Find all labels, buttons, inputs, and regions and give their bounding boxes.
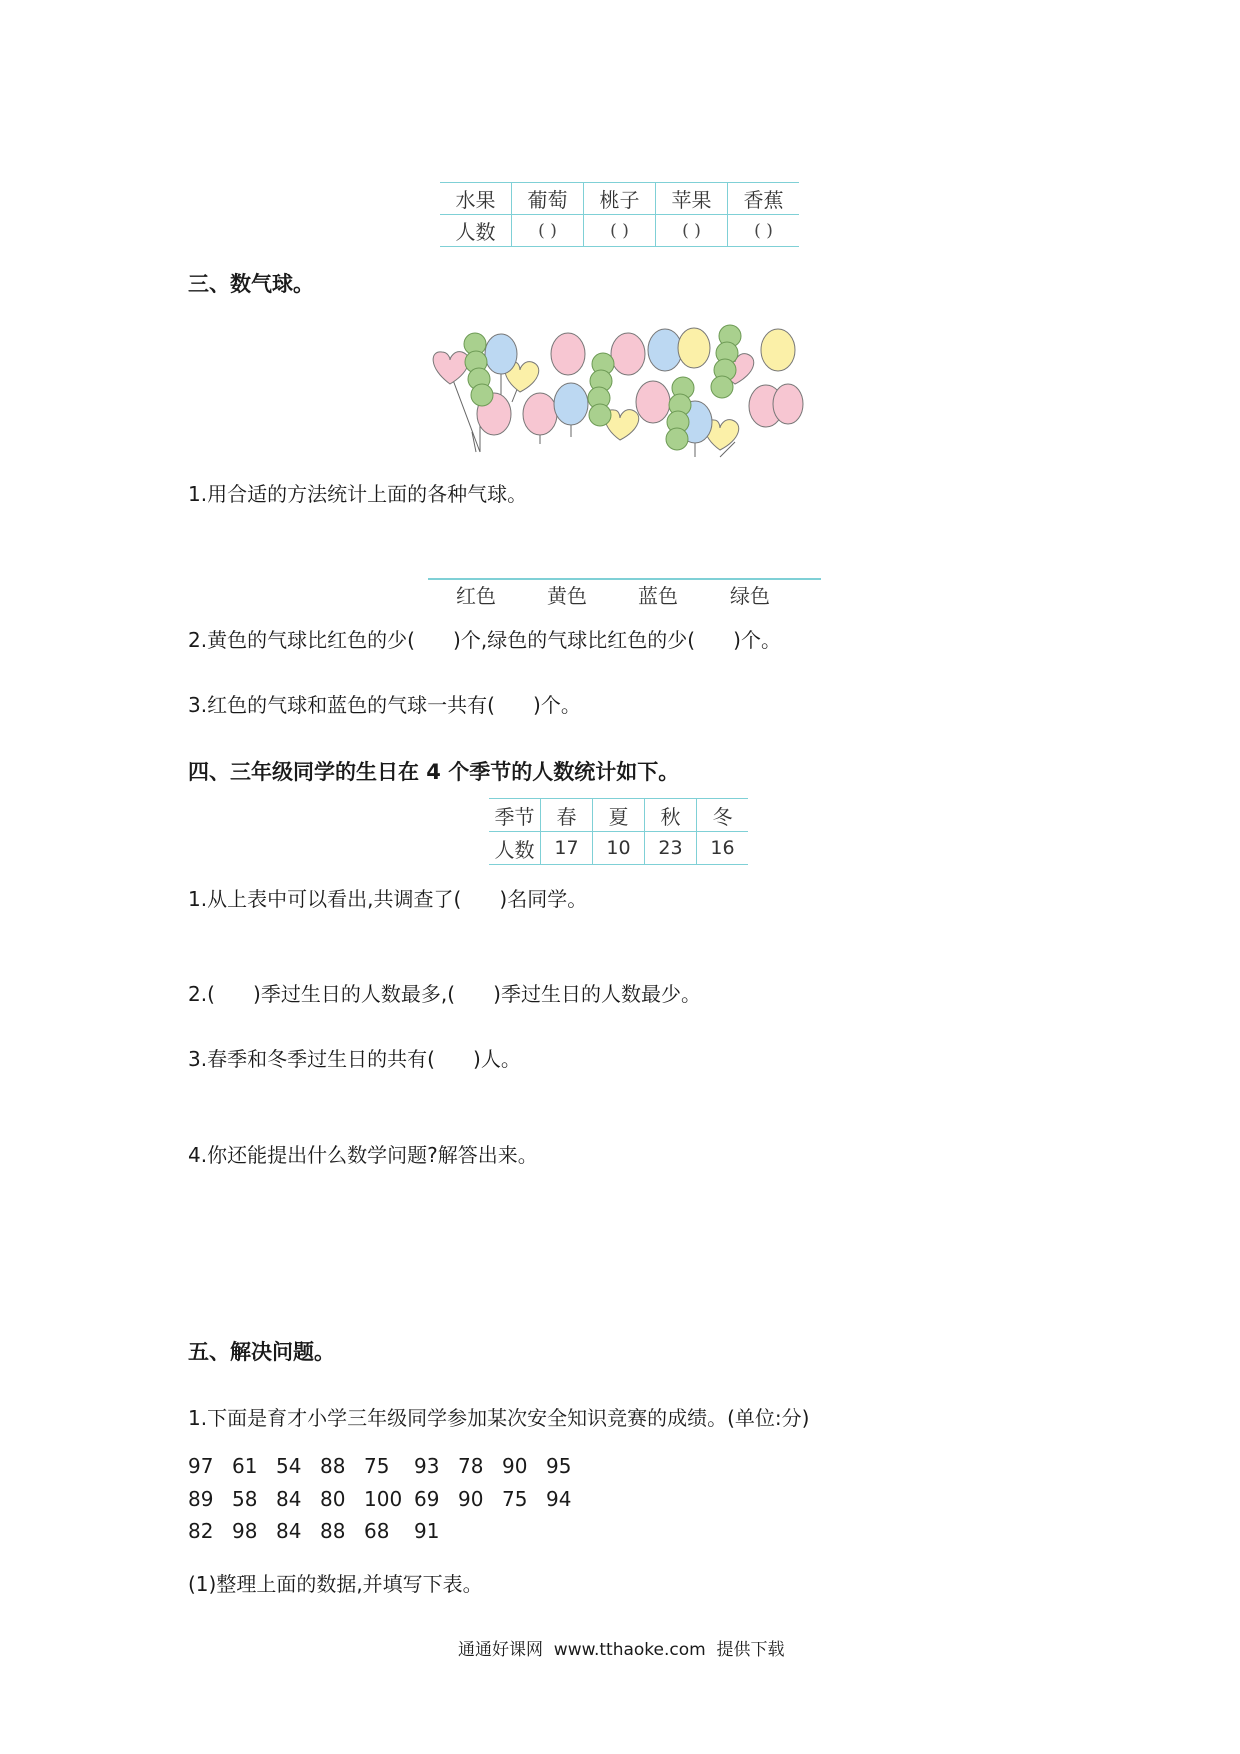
round-balloon-icon bbox=[554, 383, 588, 425]
heart-balloon-icon bbox=[433, 352, 469, 384]
score-value: 69 bbox=[414, 1487, 440, 1511]
balloons-illustration bbox=[420, 322, 820, 462]
section4-q2: 2.( )季过生日的人数最多,( )季过生日的人数最少。 bbox=[188, 982, 701, 1006]
score-value: 100 bbox=[364, 1487, 403, 1511]
color-label-yellow: 黄色 bbox=[547, 584, 587, 608]
score-value: 75 bbox=[502, 1487, 528, 1511]
score-value: 95 bbox=[546, 1454, 572, 1478]
color-label-green: 绿色 bbox=[730, 584, 770, 608]
season-table-count-row bbox=[489, 832, 748, 865]
season-count: 23 bbox=[645, 832, 697, 865]
section4-title: 四、三年级同学的生日在 4 个季节的人数统计如下。 bbox=[188, 760, 680, 784]
round-balloon-icon bbox=[485, 334, 517, 374]
season-row-label: 人数 bbox=[489, 832, 541, 865]
season-count: 10 bbox=[593, 832, 645, 865]
color-label-blue: 蓝色 bbox=[638, 584, 678, 608]
score-value: 68 bbox=[364, 1519, 390, 1543]
season-count: 17 bbox=[541, 832, 593, 865]
fruit-header: 水果 bbox=[440, 183, 512, 215]
score-value: 84 bbox=[276, 1487, 302, 1511]
fruit-header: 香蕉 bbox=[728, 183, 800, 215]
score-value: 89 bbox=[188, 1487, 214, 1511]
fruit-blank[interactable]: ( ) bbox=[584, 215, 656, 247]
score-value: 61 bbox=[232, 1454, 258, 1478]
section3-q1: 1.用合适的方法统计上面的各种气球。 bbox=[188, 482, 528, 506]
section5-title: 五、解决问题。 bbox=[188, 1340, 335, 1364]
season-table-header-row bbox=[489, 799, 748, 832]
round-balloon-icon bbox=[611, 333, 645, 375]
score-value: 90 bbox=[458, 1487, 484, 1511]
round-balloon-icon bbox=[648, 329, 682, 371]
score-value: 98 bbox=[232, 1519, 258, 1543]
score-value: 91 bbox=[414, 1519, 440, 1543]
score-value: 58 bbox=[232, 1487, 258, 1511]
season-header: 冬 bbox=[697, 799, 749, 832]
round-balloon-icon bbox=[636, 381, 670, 423]
score-value: 75 bbox=[364, 1454, 390, 1478]
season-header: 秋 bbox=[645, 799, 697, 832]
score-value: 84 bbox=[276, 1519, 302, 1543]
score-value: 93 bbox=[414, 1454, 440, 1478]
section3-title: 三、数气球。 bbox=[188, 272, 314, 296]
round-balloon-icon bbox=[523, 393, 557, 435]
color-label-red: 红色 bbox=[456, 584, 496, 608]
score-value: 54 bbox=[276, 1454, 302, 1478]
section4-q4: 4.你还能提出什么数学问题?解答出来。 bbox=[188, 1143, 538, 1167]
scores-row bbox=[188, 1487, 590, 1511]
season-header: 夏 bbox=[593, 799, 645, 832]
section5-q1: 1.下面是育才小学三年级同学参加某次安全知识竞赛的成绩。(单位:分) bbox=[188, 1406, 810, 1430]
score-value: 82 bbox=[188, 1519, 214, 1543]
season-header: 季节 bbox=[489, 799, 541, 832]
round-balloon-icon bbox=[761, 329, 795, 371]
scores-row bbox=[188, 1454, 590, 1478]
fruit-blank[interactable]: ( ) bbox=[656, 215, 728, 247]
scores-row bbox=[188, 1519, 458, 1543]
fruit-header: 桃子 bbox=[584, 183, 656, 215]
score-value: 78 bbox=[458, 1454, 484, 1478]
score-value: 80 bbox=[320, 1487, 346, 1511]
season-header: 春 bbox=[541, 799, 593, 832]
fruit-header: 苹果 bbox=[656, 183, 728, 215]
section4-q1: 1.从上表中可以看出,共调查了( )名同学。 bbox=[188, 887, 588, 911]
fruit-table bbox=[440, 182, 799, 247]
season-table bbox=[489, 798, 748, 865]
season-count: 16 bbox=[697, 832, 749, 865]
round-balloon-icon bbox=[551, 333, 585, 375]
section5-sub1: (1)整理上面的数据,并填写下表。 bbox=[188, 1572, 483, 1596]
section3-q3: 3.红色的气球和蓝色的气球一共有( )个。 bbox=[188, 693, 581, 717]
green-balloon-stack-icon bbox=[588, 353, 614, 426]
fruit-header: 葡萄 bbox=[512, 183, 584, 215]
fruit-table-header-row bbox=[440, 183, 799, 215]
round-balloon-icon bbox=[773, 384, 803, 424]
score-value: 88 bbox=[320, 1519, 346, 1543]
fruit-row-label: 人数 bbox=[440, 215, 512, 247]
round-balloon-icon bbox=[678, 328, 710, 368]
fruit-blank[interactable]: ( ) bbox=[728, 215, 800, 247]
section4-q3: 3.春季和冬季过生日的共有( )人。 bbox=[188, 1047, 521, 1071]
score-value: 88 bbox=[320, 1454, 346, 1478]
fruit-table-count-row bbox=[440, 215, 799, 247]
fruit-blank[interactable]: ( ) bbox=[512, 215, 584, 247]
section3-q2: 2.黄色的气球比红色的少( )个,绿色的气球比红色的少( )个。 bbox=[188, 628, 781, 652]
score-value: 97 bbox=[188, 1454, 214, 1478]
score-value: 90 bbox=[502, 1454, 528, 1478]
footer-credit: 通通好课网 www.tthaoke.com 提供下载 bbox=[458, 1640, 785, 1660]
score-value: 94 bbox=[546, 1487, 572, 1511]
